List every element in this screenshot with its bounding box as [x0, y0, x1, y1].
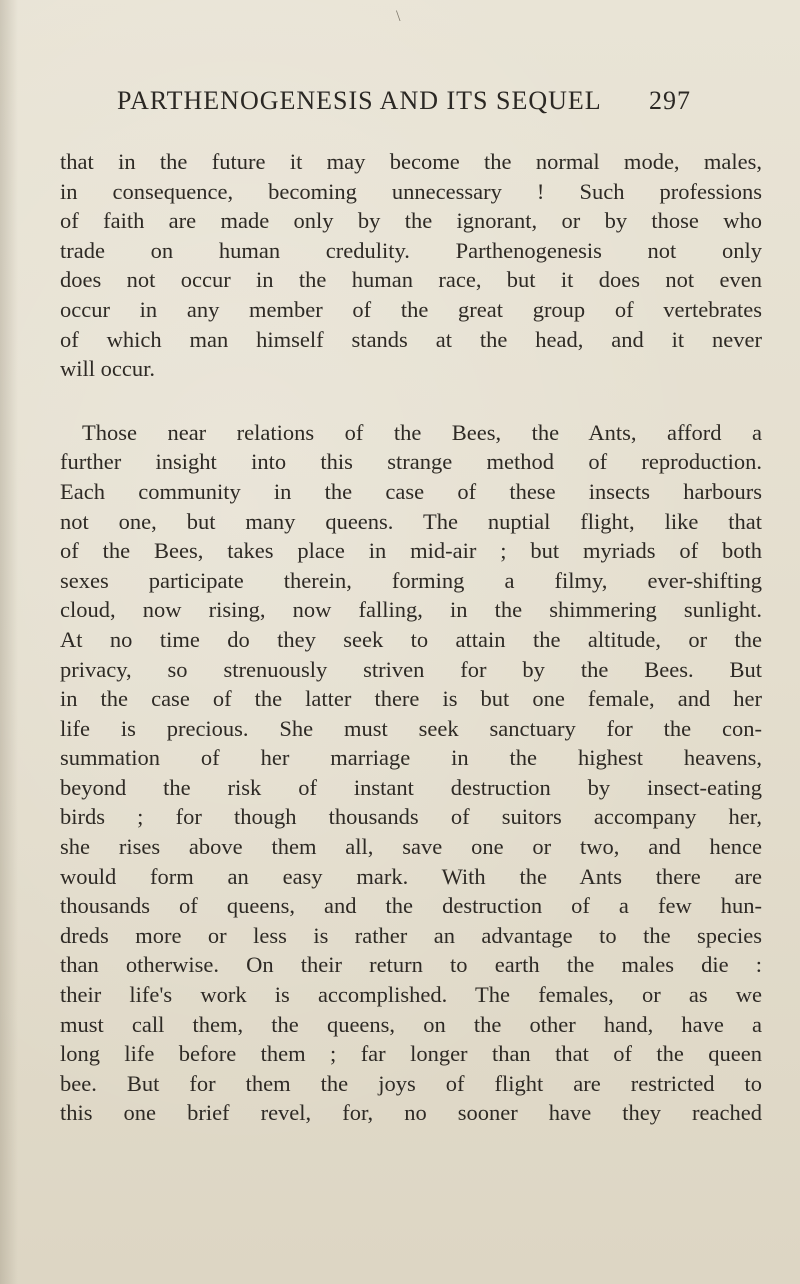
text-line: in consequence, becoming unnecessary ! Such professions	[60, 178, 762, 204]
text-line: bee. But for them the joys of flight are restricted to	[60, 1070, 762, 1096]
text-line: occur in any member of the great group of vertebrates	[60, 296, 762, 322]
text-line: At no time do they seek to attain the altitude, or the	[60, 626, 762, 652]
paragraph	[60, 418, 762, 1128]
text-line: birds ; for though thousands of suitors accompany her,	[60, 804, 762, 830]
text-line: she rises above them all, save one or two, and hence	[60, 834, 762, 860]
text-line: summation of her marriage in the highest heavens,	[60, 745, 762, 771]
top-mark: \	[396, 8, 401, 25]
text-line: of the Bees, takes place in mid-air ; but myriads of both	[60, 538, 762, 564]
text-line: life is precious. She must seek sanctuary for the con-	[60, 715, 762, 741]
text-line: that in the future it may become the normal mode, males,	[60, 149, 762, 174]
text-line: must call them, the queens, on the other hand, have a	[60, 1011, 762, 1037]
text-line: trade on human credulity. Parthenogenesis not only	[60, 237, 762, 263]
text-line: of which man himself stands at the head, and it never	[60, 326, 762, 352]
page-gutter-shadow	[0, 0, 18, 1284]
text-line: does not occur in the human race, but it does not even	[60, 267, 762, 293]
text-line: privacy, so strenuously striven for by the Bees. But	[60, 656, 762, 682]
text-line: sexes participate therein, forming a filmy, ever-shifting	[60, 567, 762, 593]
text-line: long life before them ; far longer than that of the queen	[60, 1041, 762, 1067]
text-line: Each community in the case of these insects harbours	[60, 478, 762, 504]
page-number: 297	[649, 86, 691, 115]
text-line: cloud, now rising, now falling, in the shimmering sunlight.	[60, 597, 762, 623]
text-line: than otherwise. On their return to earth the males die :	[60, 952, 762, 978]
text-line: not one, but many queens. The nuptial flight, like that	[60, 508, 762, 534]
text-line: beyond the risk of instant destruction by insect-eating	[60, 774, 762, 800]
text-line: their life's work is accomplished. The females, or as we	[60, 982, 762, 1008]
text-line: dreds more or less is rather an advantage to the species	[60, 922, 762, 948]
paragraph	[60, 147, 762, 384]
text-line: this one brief revel, for, no sooner have they reached	[60, 1100, 762, 1126]
text-line: further insight into this strange method of reproduction.	[60, 449, 762, 475]
body-text	[60, 147, 762, 1128]
text-line: Those near relations of the Bees, the Ants, afford a	[82, 419, 762, 445]
text-line: of faith are made only by the ignorant, or by those who	[60, 208, 762, 234]
running-head-title: PARTHENOGENESIS AND ITS SEQUEL	[117, 86, 602, 115]
text-line: will occur.	[60, 356, 155, 382]
text-line: thousands of queens, and the destruction of a few hun-	[60, 893, 762, 919]
text-line: would form an easy mark. With the Ants there are	[60, 863, 762, 889]
text-line: in the case of the latter there is but one female, and her	[60, 686, 762, 712]
